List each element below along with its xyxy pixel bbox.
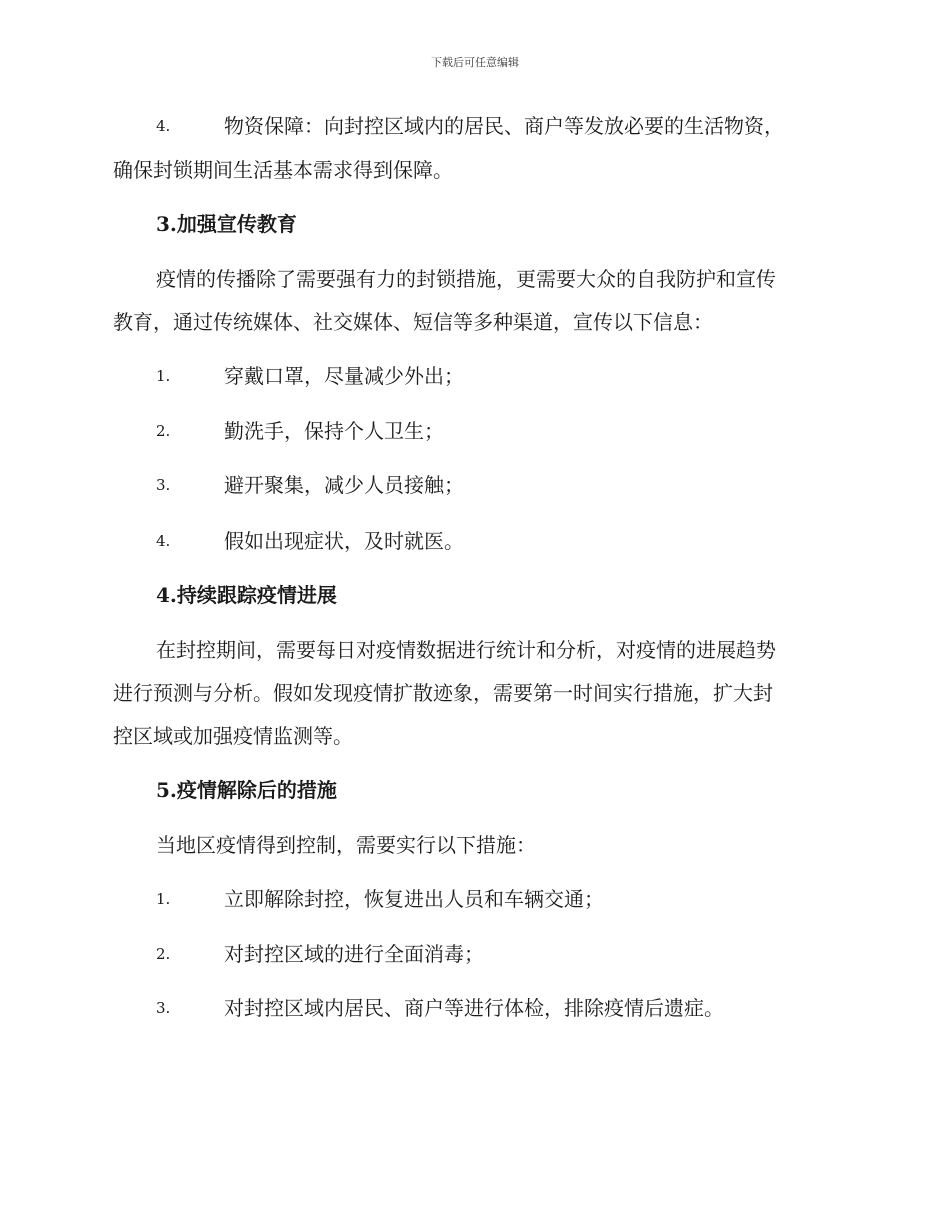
heading-number: 4. — [156, 583, 177, 607]
list-item-text: 勤洗手，保持个人卫生； — [224, 419, 444, 443]
paragraph-line: 当地区疫情得到控制，需要实行以下措施： — [156, 833, 536, 857]
list-item-text: 假如出现症状，及时就医。 — [224, 529, 464, 553]
list-number: 4. — [156, 117, 171, 135]
heading-number: 5. — [156, 778, 177, 802]
list-item-text: 避开聚集，减少人员接触； — [224, 473, 464, 497]
paragraph-line: 教育，通过传统媒体、社交媒体、短信等多种渠道，宣传以下信息： — [113, 310, 713, 334]
heading-text: 持续跟踪疫情进展 — [176, 583, 337, 607]
paragraph-line: 进行预测与分析。假如发现疫情扩散迹象，需要第一时间实行措施，扩大封 — [113, 681, 773, 705]
list-item-text: 立即解除封控，恢复进出人员和车辆交通； — [224, 887, 604, 911]
list-number: 2. — [156, 422, 171, 440]
page-header: 下载后可任意编辑 — [431, 56, 519, 69]
list-number: 2. — [156, 945, 171, 963]
paragraph-line: 在封控期间，需要每日对疫情数据进行统计和分析，对疫情的进展趋势 — [156, 638, 776, 662]
heading-text: 疫情解除后的措施 — [176, 778, 337, 802]
list-number: 1. — [156, 367, 171, 385]
list-number: 1. — [156, 890, 171, 908]
paragraph-line: 确保封锁期间生活基本需求得到保障。 — [113, 158, 453, 182]
list-number: 3. — [156, 476, 171, 494]
list-item-text: 穿戴口罩，尽量减少外出； — [224, 364, 464, 388]
paragraph-line: 疫情的传播除了需要强有力的封锁措施，更需要大众的自我防护和宣传 — [156, 267, 776, 291]
section-heading — [156, 210, 297, 238]
heading-text: 加强宣传教育 — [176, 212, 297, 236]
list-item-text: 对封控区域内居民、商户等进行体检，排除疫情后遗症。 — [224, 996, 724, 1020]
paragraph-line: 控区域或加强疫情监测等。 — [113, 724, 353, 748]
list-item-text: 物资保障：向封控区域内的居民、商户等发放必要的生活物资， — [224, 114, 784, 138]
section-heading — [156, 581, 337, 609]
section-heading — [156, 776, 337, 804]
list-number: 3. — [156, 999, 171, 1017]
heading-number: 3. — [156, 212, 177, 236]
list-number: 4. — [156, 532, 171, 550]
list-item-text: 对封控区域的进行全面消毒； — [224, 942, 484, 966]
